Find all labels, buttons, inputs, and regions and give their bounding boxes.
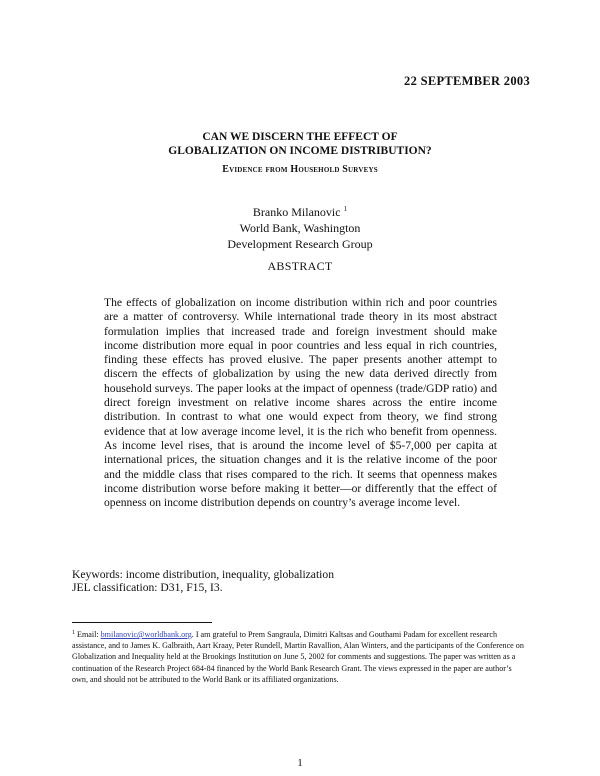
footnote [72, 628, 527, 685]
footnote-text: . I am grateful to Prem Sangraula, Dimitri Kaltsas and Gouthami Padam for excellent research assistance, and to James K. Galbraith, Aart Kraay, Peter Rundell, Martin Ravallion, Alan Winters, and the participants of the Conference on Globalization and Inequality held at the Brookings Institution on June 5, 2002 for comments and suggestions. The paper was written as a continuation of the Research Project 684-84 financed by the World Bank Research Grant. The views expressed in the paper are author’s own, and should not be attributed to the World Bank or its affiliated organizations. [72, 630, 524, 684]
keywords: Keywords: income distribution, inequality, globalization [72, 568, 334, 581]
footnote-divider [72, 622, 212, 623]
page-number: 1 [297, 757, 303, 769]
author-footnote-mark: 1 [343, 205, 348, 213]
jel-classification: JEL classification: D31, F15, I3. [72, 581, 223, 594]
paper-subtitle: Evidence from Household Surveys [222, 164, 378, 175]
keywords-block [72, 568, 334, 594]
author-name: Branko Milanovic [252, 205, 341, 219]
author-block [0, 201, 600, 252]
footnote-prefix: Email: [75, 630, 101, 639]
author-affiliation-2: Development Research Group [227, 237, 373, 251]
abstract-body: The effects of globalization on income distribution within rich and poor countries are a matter of controversy. While international trade theory in its most abstract formulation implies that increased trade and foreign investment should make income distribution more equal in poor countries and less equal in rich countries, finding these effects has proved elusive. The paper presents another attempt to discern the effects of globalization by using the new data derived directly from household surveys. The paper looks at the impact of openness (trade/GDP ratio) and direct foreign investment on relative income shares across the entire income distribution. In contrast to what one would expect from theory, we find strong evidence that at low average income level, it is the rich who benefit from openness. As income level rises, that is around the income level of $5-7,000 per capita at international prices, the situation changes and it is the relative income of the poor and the middle class that rises compared to the rich. It seems that openness makes income distribution worse before making it better—or differently that the effect of openness on income distribution depends on country’s average income level. [104, 296, 497, 510]
paper-title [0, 130, 600, 158]
document-date: 22 SEPTEMBER 2003 [404, 74, 530, 88]
footnote-email-link[interactable]: bmilanovic@worldbank.org [100, 630, 192, 639]
title-line-2: GLOBALIZATION ON INCOME DISTRIBUTION? [168, 145, 432, 157]
author-name-line [0, 201, 600, 220]
title-line-1: CAN WE DISCERN THE EFFECT OF [202, 131, 398, 143]
abstract-heading: ABSTRACT [267, 259, 333, 273]
author-affiliation-1: World Bank, Washington [239, 221, 361, 235]
footnote-mark: 1 [72, 630, 75, 636]
